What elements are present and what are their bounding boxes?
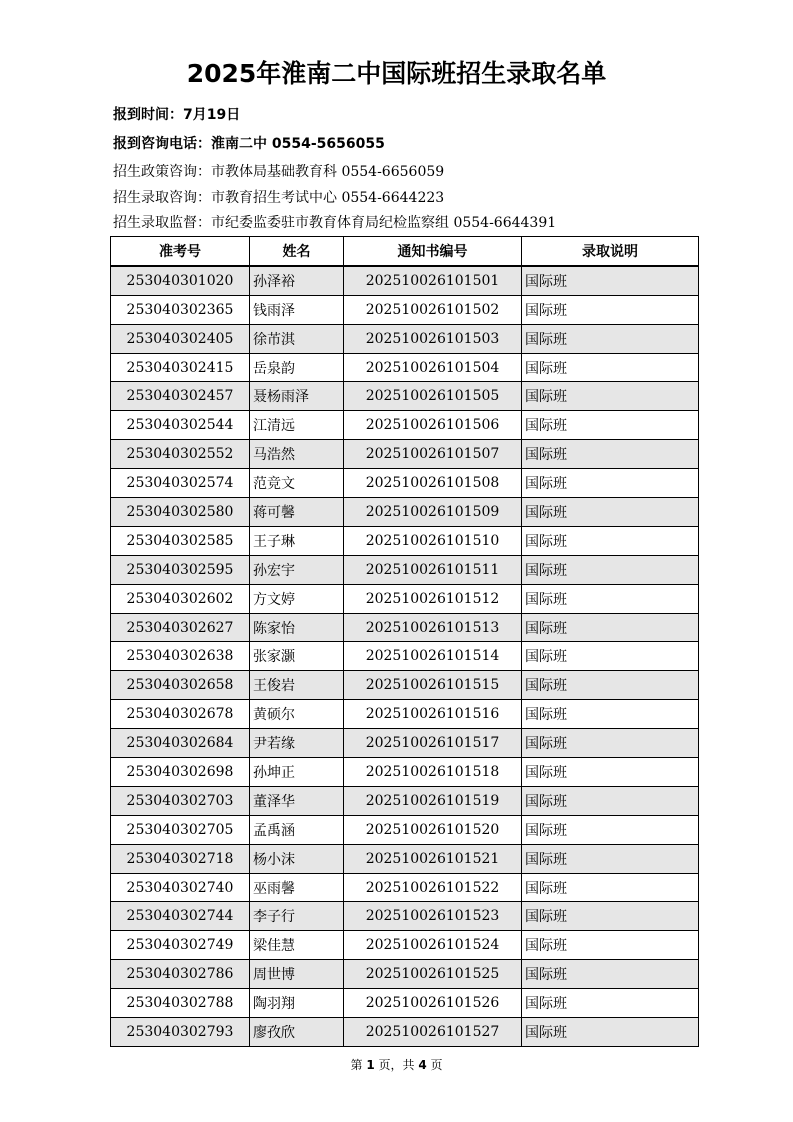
cell-exam-number: 253040302627 [111, 613, 250, 642]
supervision-label: 招生录取监督： [113, 215, 211, 231]
cell-name: 陶羽翔 [250, 989, 344, 1018]
cell-notice-number: 202510026101511 [344, 555, 522, 584]
cell-name: 孙宏宇 [250, 555, 344, 584]
cell-notice-number: 202510026101502 [344, 295, 522, 324]
table-row [111, 873, 699, 902]
admission-consult-label: 招生录取咨询： [113, 190, 211, 206]
table-row [111, 584, 699, 613]
header-admission-note: 录取说明 [522, 237, 699, 266]
page-title: 2025年淮南二中国际班招生录取名单 [186, 59, 607, 88]
cell-name: 周世博 [250, 960, 344, 989]
cell-exam-number: 253040302580 [111, 498, 250, 527]
report-phone-line [113, 134, 385, 154]
cell-admission-note: 国际班 [522, 844, 699, 873]
table-row [111, 729, 699, 758]
cell-name: 杨小沫 [250, 844, 344, 873]
admission-consult-line [113, 188, 444, 208]
cell-admission-note: 国际班 [522, 873, 699, 902]
cell-admission-note: 国际班 [522, 353, 699, 382]
cell-exam-number: 253040302705 [111, 815, 250, 844]
cell-admission-note: 国际班 [522, 498, 699, 527]
cell-notice-number: 202510026101512 [344, 584, 522, 613]
table-row [111, 411, 699, 440]
table-row [111, 786, 699, 815]
table-row [111, 498, 699, 527]
cell-admission-note: 国际班 [522, 613, 699, 642]
cell-exam-number: 253040302788 [111, 989, 250, 1018]
policy-consult-line [113, 162, 444, 182]
cell-notice-number: 202510026101510 [344, 526, 522, 555]
cell-exam-number: 253040301020 [111, 266, 250, 295]
admission-table [110, 236, 699, 1047]
cell-exam-number: 253040302658 [111, 671, 250, 700]
cell-notice-number: 202510026101516 [344, 700, 522, 729]
report-time-value: 7月19日 [183, 107, 241, 123]
table-row [111, 902, 699, 931]
table-row [111, 989, 699, 1018]
footer-total-pages: 4 [418, 1058, 427, 1072]
header-name: 姓名 [250, 237, 344, 266]
cell-admission-note: 国际班 [522, 584, 699, 613]
footer-prefix: 第 [350, 1058, 367, 1072]
cell-name: 梁佳慧 [250, 931, 344, 960]
table-row [111, 758, 699, 787]
header-exam-number: 准考号 [111, 237, 250, 266]
table-row [111, 555, 699, 584]
report-phone-label: 报到咨询电话： [113, 136, 211, 152]
cell-exam-number: 253040302595 [111, 555, 250, 584]
cell-notice-number: 202510026101524 [344, 931, 522, 960]
cell-notice-number: 202510026101507 [344, 440, 522, 469]
cell-name: 王俊岩 [250, 671, 344, 700]
cell-name: 尹若缘 [250, 729, 344, 758]
cell-notice-number: 202510026101508 [344, 469, 522, 498]
footer-current-page: 1 [366, 1058, 375, 1072]
cell-notice-number: 202510026101522 [344, 873, 522, 902]
table-row [111, 266, 699, 295]
cell-exam-number: 253040302602 [111, 584, 250, 613]
report-time-label: 报到时间： [113, 107, 183, 123]
cell-admission-note: 国际班 [522, 729, 699, 758]
cell-admission-note: 国际班 [522, 671, 699, 700]
cell-exam-number: 253040302585 [111, 526, 250, 555]
cell-admission-note: 国际班 [522, 902, 699, 931]
cell-admission-note: 国际班 [522, 382, 699, 411]
supervision-value: 市纪委监委驻市教育体育局纪检监察组 0554-6644391 [211, 215, 557, 231]
table-row [111, 353, 699, 382]
admission-consult-value: 市教育招生考试中心 0554-6644223 [211, 190, 445, 206]
cell-admission-note: 国际班 [522, 469, 699, 498]
cell-exam-number: 253040302718 [111, 844, 250, 873]
cell-admission-note: 国际班 [522, 266, 699, 295]
cell-name: 董泽华 [250, 786, 344, 815]
table-row [111, 324, 699, 353]
cell-exam-number: 253040302552 [111, 440, 250, 469]
table-row [111, 671, 699, 700]
cell-exam-number: 253040302749 [111, 931, 250, 960]
cell-admission-note: 国际班 [522, 960, 699, 989]
cell-admission-note: 国际班 [522, 411, 699, 440]
table-row [111, 1018, 699, 1047]
page-footer [0, 1057, 793, 1073]
cell-exam-number: 253040302786 [111, 960, 250, 989]
cell-name: 方文婷 [250, 584, 344, 613]
cell-admission-note: 国际班 [522, 324, 699, 353]
header-notice-number: 通知书编号 [344, 237, 522, 266]
cell-notice-number: 202510026101519 [344, 786, 522, 815]
cell-admission-note: 国际班 [522, 526, 699, 555]
cell-exam-number: 253040302793 [111, 1018, 250, 1047]
cell-notice-number: 202510026101520 [344, 815, 522, 844]
cell-name: 范竞文 [250, 469, 344, 498]
cell-name: 黄硕尔 [250, 700, 344, 729]
table-row [111, 960, 699, 989]
cell-notice-number: 202510026101506 [344, 411, 522, 440]
cell-exam-number: 253040302698 [111, 758, 250, 787]
table-row [111, 469, 699, 498]
cell-notice-number: 202510026101513 [344, 613, 522, 642]
cell-admission-note: 国际班 [522, 786, 699, 815]
cell-name: 陈家怡 [250, 613, 344, 642]
cell-name: 王子琳 [250, 526, 344, 555]
cell-name: 廖孜欣 [250, 1018, 344, 1047]
table-header-row [111, 237, 699, 266]
cell-exam-number: 253040302703 [111, 786, 250, 815]
cell-admission-note: 国际班 [522, 700, 699, 729]
cell-exam-number: 253040302574 [111, 469, 250, 498]
cell-admission-note: 国际班 [522, 989, 699, 1018]
policy-consult-label: 招生政策咨询： [113, 164, 211, 180]
cell-exam-number: 253040302638 [111, 642, 250, 671]
cell-name: 江清远 [250, 411, 344, 440]
cell-name: 孙坤正 [250, 758, 344, 787]
table-row [111, 295, 699, 324]
report-time-line [113, 105, 240, 125]
cell-name: 张家灏 [250, 642, 344, 671]
policy-consult-value: 市教体局基础教育科 0554-6656059 [211, 164, 445, 180]
cell-notice-number: 202510026101509 [344, 498, 522, 527]
cell-notice-number: 202510026101527 [344, 1018, 522, 1047]
footer-suffix: 页 [426, 1058, 443, 1072]
footer-middle: 页，共 [374, 1058, 419, 1072]
cell-name: 钱雨泽 [250, 295, 344, 324]
cell-exam-number: 253040302678 [111, 700, 250, 729]
cell-name: 李子行 [250, 902, 344, 931]
cell-notice-number: 202510026101505 [344, 382, 522, 411]
cell-name: 岳泉韵 [250, 353, 344, 382]
cell-admission-note: 国际班 [522, 1018, 699, 1047]
cell-notice-number: 202510026101523 [344, 902, 522, 931]
cell-admission-note: 国际班 [522, 758, 699, 787]
cell-notice-number: 202510026101525 [344, 960, 522, 989]
cell-notice-number: 202510026101503 [344, 324, 522, 353]
cell-admission-note: 国际班 [522, 815, 699, 844]
cell-exam-number: 253040302405 [111, 324, 250, 353]
cell-notice-number: 202510026101526 [344, 989, 522, 1018]
table-row [111, 440, 699, 469]
cell-exam-number: 253040302740 [111, 873, 250, 902]
cell-notice-number: 202510026101517 [344, 729, 522, 758]
cell-name: 巫雨馨 [250, 873, 344, 902]
cell-exam-number: 253040302684 [111, 729, 250, 758]
cell-notice-number: 202510026101504 [344, 353, 522, 382]
cell-name: 徐芇淇 [250, 324, 344, 353]
cell-notice-number: 202510026101515 [344, 671, 522, 700]
cell-exam-number: 253040302415 [111, 353, 250, 382]
cell-name: 孙泽裕 [250, 266, 344, 295]
supervision-line [113, 213, 556, 233]
cell-exam-number: 253040302365 [111, 295, 250, 324]
cell-name: 聂杨雨泽 [250, 382, 344, 411]
table-row [111, 613, 699, 642]
cell-exam-number: 253040302544 [111, 411, 250, 440]
table-row [111, 700, 699, 729]
table-row [111, 642, 699, 671]
table-body [111, 266, 699, 1047]
table-row [111, 382, 699, 411]
cell-admission-note: 国际班 [522, 642, 699, 671]
cell-name: 蒋可馨 [250, 498, 344, 527]
table-row [111, 815, 699, 844]
cell-exam-number: 253040302744 [111, 902, 250, 931]
report-phone-value: 淮南二中 0554-5656055 [211, 136, 385, 152]
cell-admission-note: 国际班 [522, 555, 699, 584]
cell-notice-number: 202510026101514 [344, 642, 522, 671]
table-row [111, 526, 699, 555]
table-row [111, 931, 699, 960]
cell-notice-number: 202510026101518 [344, 758, 522, 787]
cell-notice-number: 202510026101521 [344, 844, 522, 873]
cell-admission-note: 国际班 [522, 295, 699, 324]
table-row [111, 844, 699, 873]
cell-notice-number: 202510026101501 [344, 266, 522, 295]
cell-admission-note: 国际班 [522, 931, 699, 960]
cell-name: 马浩然 [250, 440, 344, 469]
cell-admission-note: 国际班 [522, 440, 699, 469]
cell-exam-number: 253040302457 [111, 382, 250, 411]
cell-name: 孟禹涵 [250, 815, 344, 844]
